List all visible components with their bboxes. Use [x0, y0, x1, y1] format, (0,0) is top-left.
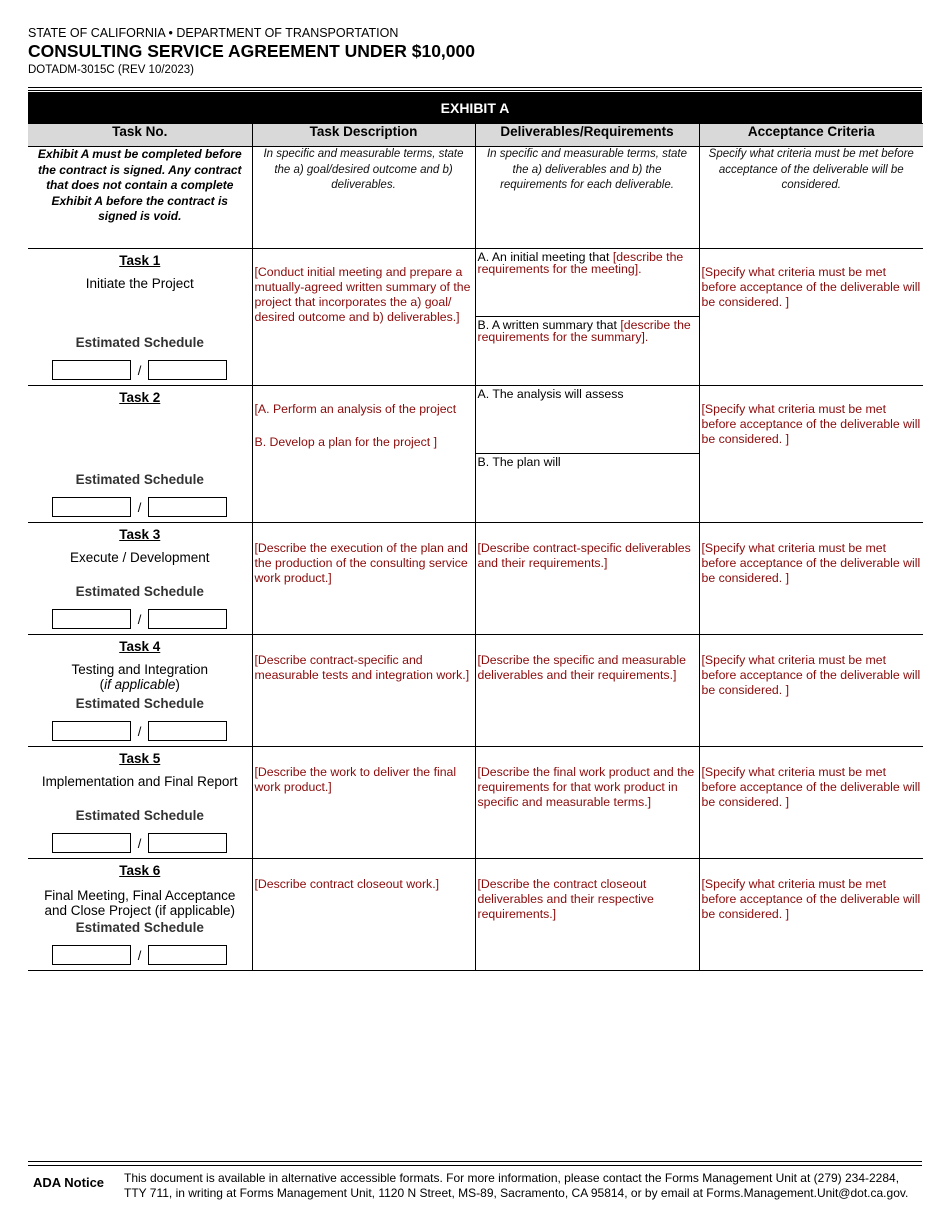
schedule-end-input[interactable] [148, 360, 227, 380]
task-number: Task 5 [119, 751, 161, 766]
deliverable-a[interactable] [476, 249, 699, 317]
deliverable-b-placeholder: [describe the requirements for the summary]. [477, 318, 691, 344]
task-deliverables[interactable]: [Describe contract-specific deliverables and their requirements.] [477, 541, 691, 570]
task-name: Initiate the Project [85, 276, 194, 291]
exhibit-requirement-note: Exhibit A must be completed before the contract is signed. Any contract that does not contain a complete Exhibit A before the contract is signed is void. [37, 147, 242, 223]
deliverable-a-placeholder: [describe the requirements for the meeting]. [477, 250, 684, 276]
schedule-label: Estimated Schedule [75, 920, 204, 935]
schedule-fields [52, 608, 227, 630]
task-number: Task 1 [119, 253, 161, 268]
acceptance-criteria[interactable]: [Specify what criteria must be met before acceptance of the deliverable will be considered. ] [701, 653, 921, 697]
form-id: DOTADM-3015C (REV 10/2023) [28, 64, 194, 76]
col-header-task-no: Task No. [28, 124, 252, 147]
schedule-fields [52, 944, 227, 966]
task-row-1 [28, 249, 923, 386]
task-number: Task 6 [119, 863, 161, 878]
task-name-line-2: and Close Project (if applicable) [44, 903, 236, 918]
task-name-main: Testing and Integration [71, 662, 209, 677]
schedule-end-input[interactable] [148, 945, 227, 965]
description-instructions: In specific and measurable terms, state the a) goal/desired outcome and b) deliverables. [263, 148, 464, 191]
deliverable-b[interactable] [476, 454, 699, 468]
exhibit-title-bar: EXHIBIT A [28, 92, 922, 123]
schedule-start-input[interactable] [52, 945, 131, 965]
ada-notice-label: ADA Notice [33, 1175, 105, 1190]
task-name: Execute / Development [69, 550, 210, 565]
schedule-start-input[interactable] [52, 497, 131, 517]
schedule-separator: / [137, 499, 142, 515]
task-row-3 [28, 523, 923, 635]
task-row-6 [28, 859, 923, 971]
criteria-instructions: Specify what criteria must be met before acceptance of the deliverable will be considered. [708, 148, 914, 191]
schedule-start-input[interactable] [52, 721, 131, 741]
task-row-4 [28, 635, 923, 747]
deliverable-a-lead: A. An initial meeting that [477, 250, 610, 264]
schedule-separator: / [137, 947, 142, 963]
ada-notice-text: This document is available in alternative accessible formats. For more information, please contact the Forms Management Unit at (279) 234-2284, TTY 711, in writing at Forms Management Unit, 1120 N Street, MS-89, Sacramento, CA 95814, or by email at Forms.Management.Unit@dot.ca.gov. [124, 1171, 909, 1200]
acceptance-criteria[interactable]: [Specify what criteria must be met before acceptance of the deliverable will be considered. ] [701, 877, 921, 921]
acceptance-criteria[interactable]: [Specify what criteria must be met before acceptance of the deliverable will be considered. ] [701, 402, 921, 446]
task-description[interactable]: [Conduct initial meeting and prepare a mutually-agreed written summary of the project that incorporates the a) goal/ desired outcome and b) deliverables.] [254, 265, 471, 324]
acceptance-criteria[interactable]: [Specify what criteria must be met before acceptance of the deliverable will be considered. ] [701, 265, 921, 309]
task-description-b[interactable]: B. Develop a plan for the project ] [254, 435, 438, 449]
schedule-fields [52, 359, 227, 381]
schedule-end-input[interactable] [148, 609, 227, 629]
schedule-fields [52, 496, 227, 518]
schedule-end-input[interactable] [148, 833, 227, 853]
task-description[interactable]: [Describe contract closeout work.] [254, 877, 440, 891]
task-number: Task 4 [119, 639, 161, 654]
task-description[interactable]: [Describe the work to deliver the final work product.] [254, 765, 457, 794]
schedule-end-input[interactable] [148, 721, 227, 741]
deliverable-b[interactable] [476, 317, 699, 343]
task-deliverables[interactable]: [Describe the final work product and the requirements for that work product in specific and measurable terms.] [477, 765, 695, 809]
deliverable-a-lead: A. The analysis will assess [477, 387, 624, 401]
schedule-label: Estimated Schedule [75, 808, 204, 823]
task-name-line-1: Final Meeting, Final Acceptance [44, 888, 236, 903]
schedule-separator: / [137, 723, 142, 739]
schedule-label: Estimated Schedule [75, 335, 204, 350]
task-name-qualifier: (if applicable) [99, 677, 180, 692]
footer-divider [28, 1161, 922, 1162]
task-row-2 [28, 386, 923, 523]
schedule-label: Estimated Schedule [75, 584, 204, 599]
header-divider-2 [28, 90, 922, 91]
deliverable-b-lead: B. The plan will [477, 455, 561, 469]
exhibit-table [28, 123, 923, 971]
schedule-end-input[interactable] [148, 497, 227, 517]
task-row-5 [28, 747, 923, 859]
deliverable-b-lead: B. A written summary that [477, 318, 617, 332]
schedule-label: Estimated Schedule [75, 472, 204, 487]
column-header-row [28, 124, 923, 147]
form-title: CONSULTING SERVICE AGREEMENT UNDER $10,000 [28, 41, 475, 61]
col-header-task-description: Task Description [252, 124, 475, 147]
task-deliverables[interactable]: [Describe the contract closeout deliverables and their respective requirements.] [477, 877, 654, 921]
acceptance-criteria[interactable]: [Specify what criteria must be met before acceptance of the deliverable will be considered. ] [701, 765, 921, 809]
schedule-fields [52, 832, 227, 854]
col-header-deliverables: Deliverables/Requirements [475, 124, 699, 147]
task-number: Task 3 [119, 527, 161, 542]
acceptance-criteria[interactable]: [Specify what criteria must be met before acceptance of the deliverable will be considered. ] [701, 541, 921, 585]
header-divider [28, 87, 922, 88]
instructions-row [28, 147, 923, 249]
schedule-start-input[interactable] [52, 609, 131, 629]
footer-divider-2 [28, 1165, 922, 1166]
col-header-acceptance-criteria: Acceptance Criteria [699, 124, 923, 147]
schedule-separator: / [137, 362, 142, 378]
task-description[interactable]: [Describe the execution of the plan and the production of the consulting service work product.] [254, 541, 468, 585]
task-name: Implementation and Final Report [41, 774, 238, 789]
task-deliverables[interactable]: [Describe the specific and measurable deliverables and their requirements.] [477, 653, 686, 682]
schedule-separator: / [137, 611, 142, 627]
schedule-fields [52, 720, 227, 742]
deliverable-a[interactable] [476, 386, 699, 454]
task-number: Task 2 [119, 390, 161, 405]
schedule-start-input[interactable] [52, 833, 131, 853]
agency-name: STATE OF CALIFORNIA • DEPARTMENT OF TRANSPORTATION [28, 26, 399, 40]
task-description[interactable]: [Describe contract-specific and measurable tests and integration work.] [254, 653, 470, 682]
deliverables-instructions: In specific and measurable terms, state the a) deliverables and b) the requirements for each deliverable. [486, 148, 688, 191]
schedule-start-input[interactable] [52, 360, 131, 380]
task-name [28, 888, 252, 918]
form-header [28, 26, 475, 77]
task-description-a[interactable]: [A. Perform an analysis of the project [254, 402, 457, 416]
schedule-label: Estimated Schedule [75, 696, 204, 711]
task-name [28, 662, 252, 692]
schedule-separator: / [137, 835, 142, 851]
